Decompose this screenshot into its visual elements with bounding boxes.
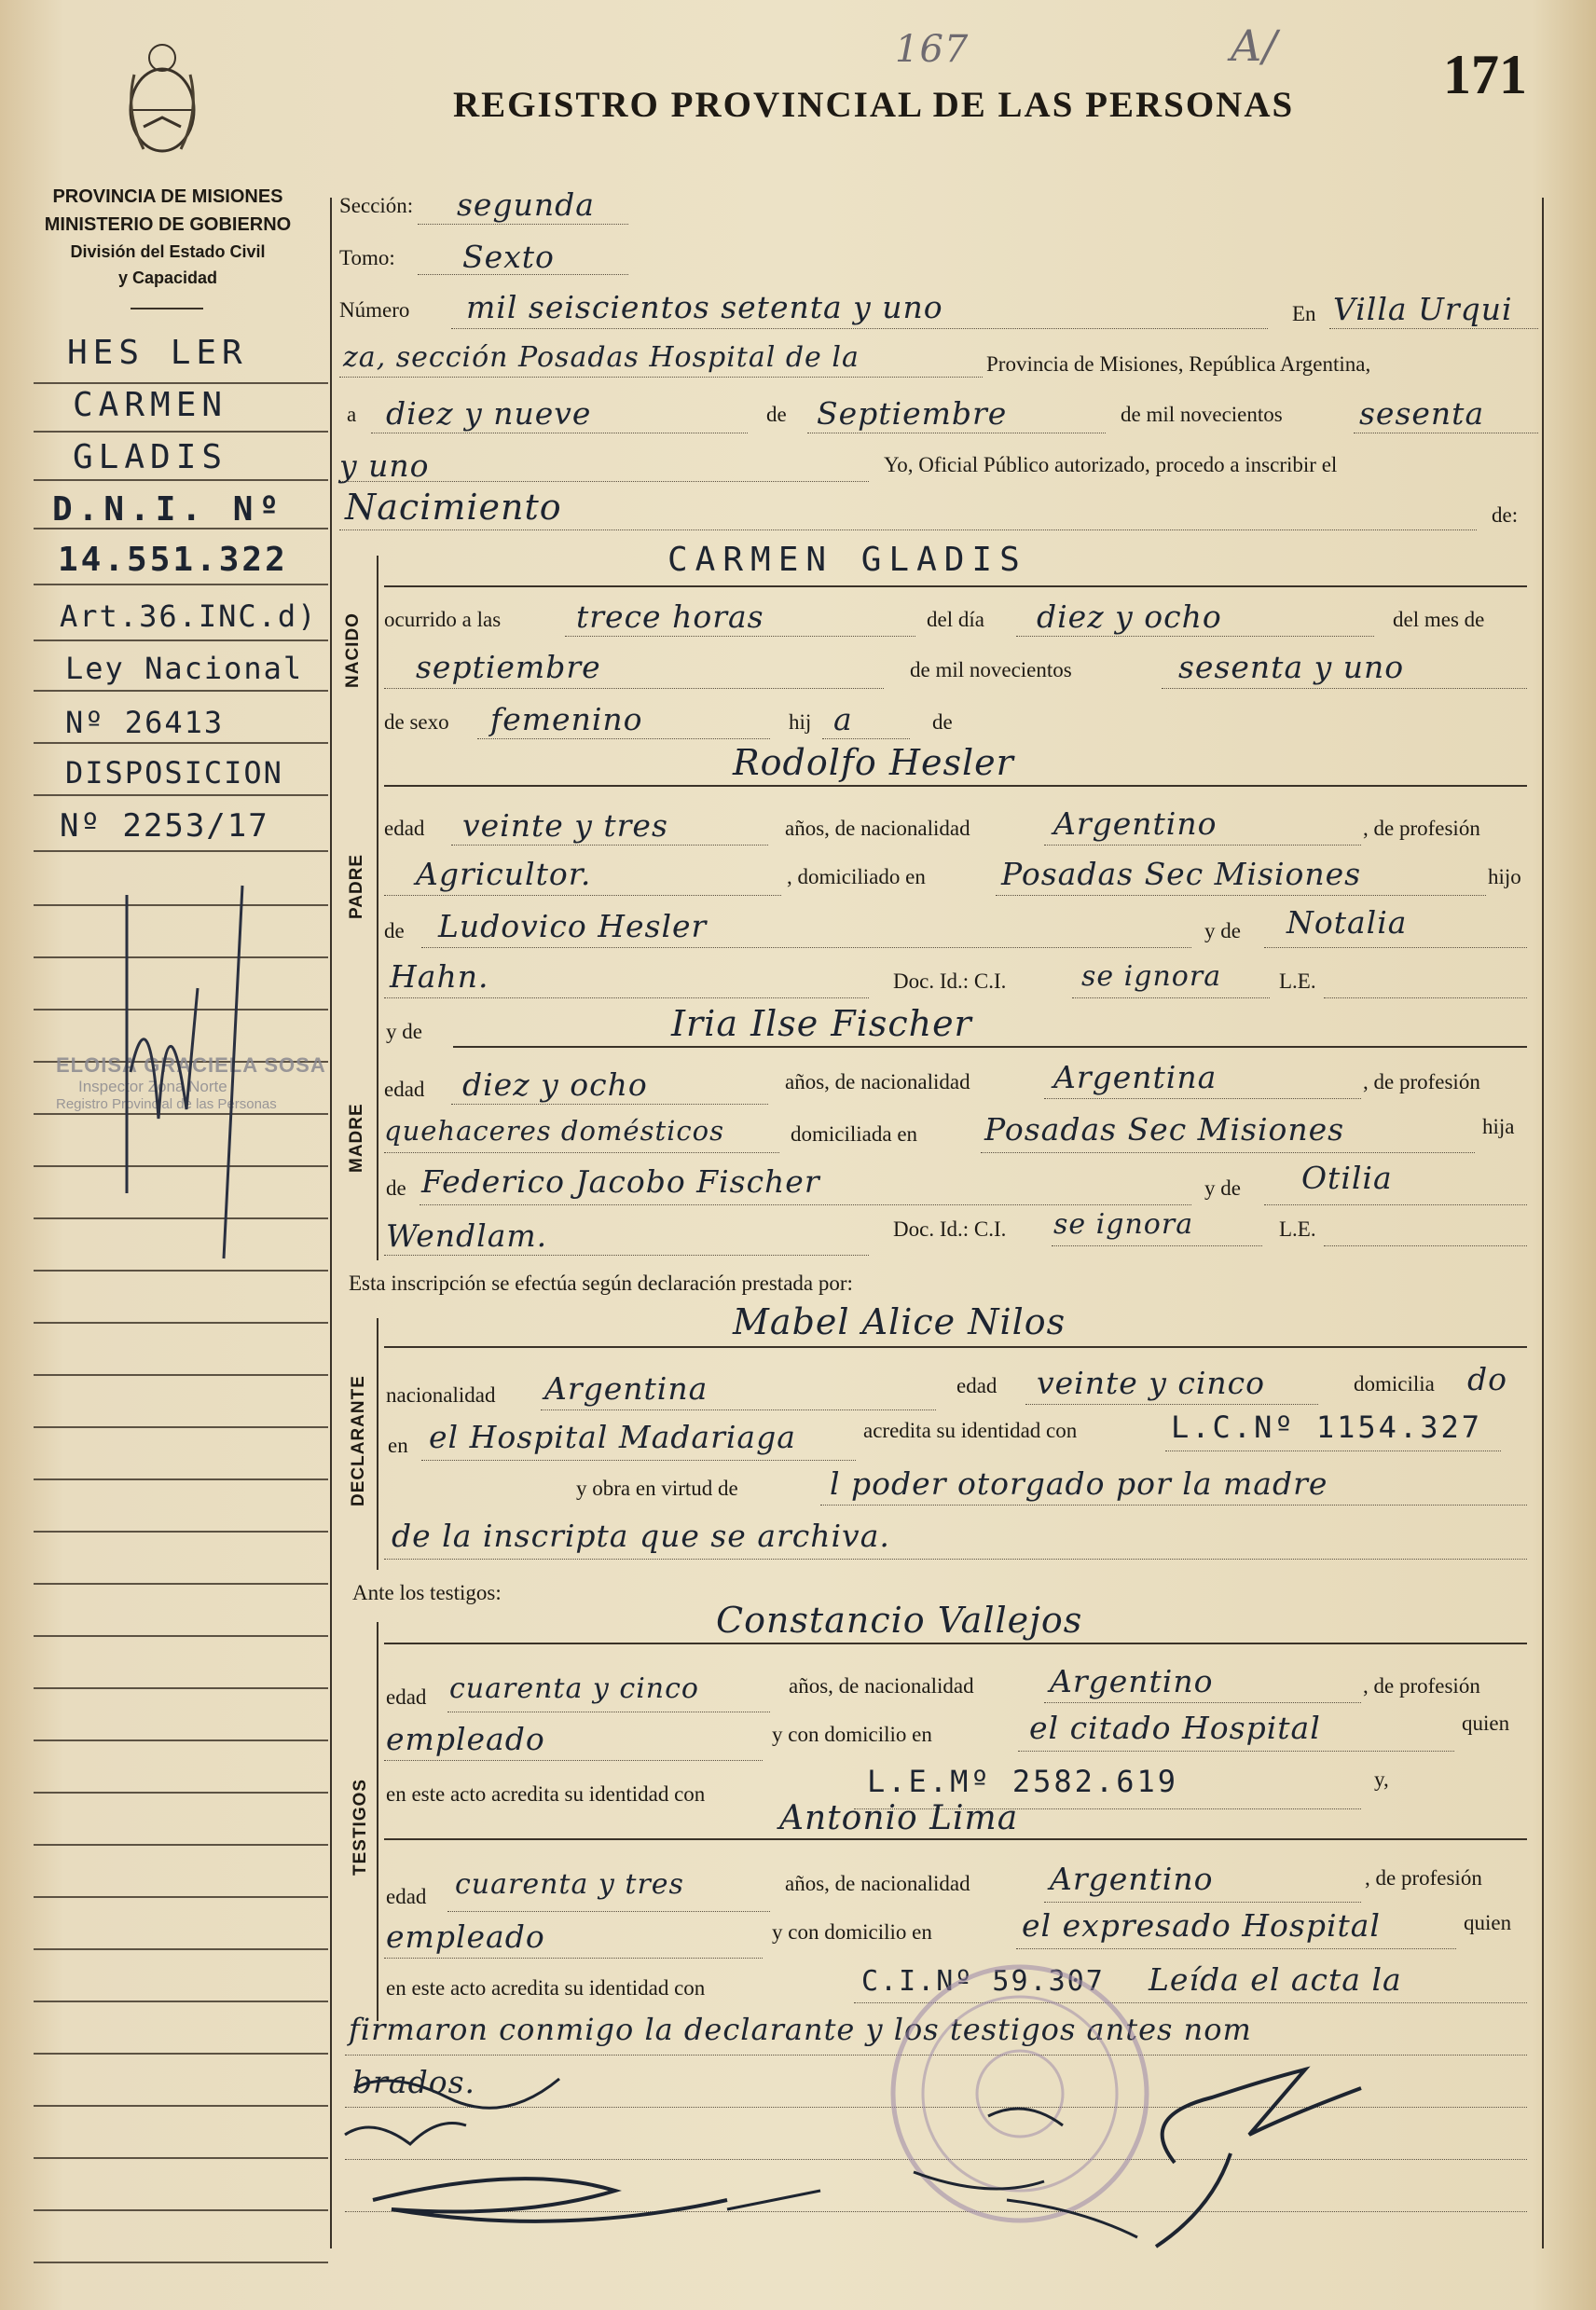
acto-value: Nacimiento bbox=[345, 487, 562, 528]
padre-profesion-label: , de profesión bbox=[1363, 817, 1480, 840]
declarante-brace bbox=[377, 1318, 378, 1570]
en-value-2: za, sección Posadas Hospital de la bbox=[343, 341, 860, 374]
madre-le-line bbox=[1324, 1245, 1527, 1246]
madre-doc-label: Doc. Id.: C.I. bbox=[893, 1217, 1007, 1241]
date-month-value: Septiembre bbox=[817, 395, 1008, 432]
sidebar-rule bbox=[34, 1792, 328, 1794]
declarante-obra-line-2 bbox=[384, 1559, 1527, 1560]
testigo-2-name: Antonio Lima bbox=[779, 1799, 1019, 1837]
padre-de-label: de bbox=[384, 919, 405, 942]
en-line bbox=[1329, 328, 1538, 329]
padre-profesion-line bbox=[384, 895, 781, 896]
padre-de-padre-line bbox=[421, 947, 1191, 948]
sidebar-rule bbox=[34, 1270, 328, 1272]
testigo-1-domicilio-value: el citado Hospital bbox=[1029, 1710, 1321, 1746]
testigo-1-doc-value: L.E.Mº 2582.619 bbox=[867, 1764, 1178, 1799]
mes-value: septiembre bbox=[416, 649, 601, 685]
madre-anios-label: años, de nacionalidad bbox=[785, 1070, 970, 1093]
testigo-2-profesion-line bbox=[384, 1958, 763, 1959]
padre-nacionalidad-line bbox=[1044, 845, 1361, 846]
declarante-nacionalidad-value: Argentina bbox=[544, 1370, 709, 1407]
declarante-domicilio-value: el Hospital Madariaga bbox=[429, 1419, 796, 1455]
ocurrido-label: ocurrido a las bbox=[384, 608, 502, 631]
sidebar-rule bbox=[34, 2262, 328, 2263]
acto-de-label: de: bbox=[1492, 503, 1519, 527]
folio-handwritten: 167 bbox=[895, 28, 970, 71]
testigo-2-acredita-label: en este acto acredita su identidad con bbox=[386, 1976, 706, 2000]
padre-de-padre-value: Ludovico Hesler bbox=[438, 908, 708, 944]
testigo-1-name: Constancio Vallejos bbox=[716, 1600, 1083, 1641]
declarante-obra-label: y obra en virtud de bbox=[576, 1477, 738, 1500]
agency-division: División del Estado Civil bbox=[70, 242, 266, 261]
closing-line-2: firmaron conmigo la declarante y los testigos antes nom bbox=[349, 2012, 1252, 2047]
testigo-1-profesion-label: , de profesión bbox=[1363, 1674, 1480, 1698]
madre-brace bbox=[377, 1009, 378, 1260]
declarante-domicilia-value: do bbox=[1467, 1361, 1507, 1397]
padre-y-de-label: y de bbox=[1204, 919, 1241, 942]
sidebar-rule bbox=[34, 1583, 328, 1585]
declarante-intro: Esta inscripción se efectúa según declaración prestada por: bbox=[349, 1272, 853, 1295]
testigo-1-quien-label: quien bbox=[1462, 1712, 1510, 1735]
main-left-border bbox=[330, 198, 332, 2248]
padre-edad-line bbox=[451, 845, 768, 846]
agency-capacity: y Capacidad bbox=[117, 268, 218, 287]
madre-name: Iria Ilse Fischer bbox=[671, 1003, 972, 1044]
sidebar-rule bbox=[34, 794, 328, 796]
padre-name: Rodolfo Hesler bbox=[733, 742, 1014, 783]
padre-hijo-label: hijo bbox=[1488, 865, 1521, 888]
padre-name-rule bbox=[384, 785, 1527, 787]
madre-section-label: MADRE bbox=[347, 1103, 366, 1173]
mes-line bbox=[384, 688, 884, 689]
coat-of-arms-icon bbox=[116, 37, 209, 168]
acto-line bbox=[339, 529, 1477, 530]
testigo-2-profesion-value: empleado bbox=[386, 1918, 545, 1955]
madre-de-label: de bbox=[386, 1176, 406, 1200]
madre-de-madre-value-2: Wendlam. bbox=[386, 1217, 548, 1254]
sidebar-rule bbox=[34, 639, 328, 641]
testigo-1-nacionalidad-value: Argentino bbox=[1050, 1663, 1214, 1699]
padre-le-label: L.E. bbox=[1279, 969, 1316, 993]
madre-name-rule bbox=[453, 1046, 1527, 1048]
padre-domicilio-value: Posadas Sec Misiones bbox=[1001, 856, 1362, 892]
madre-profesion-value: quehaceres domésticos bbox=[384, 1115, 724, 1147]
sidebar-rule bbox=[34, 2053, 328, 2055]
folio-mark: A/ bbox=[1231, 21, 1278, 71]
testigo-2-profesion-label: , de profesión bbox=[1365, 1866, 1482, 1890]
testigo-2-domicilio-label: y con domicilio en bbox=[772, 1920, 932, 1944]
declarante-name-rule bbox=[384, 1346, 1527, 1348]
testigo-1-acredita-label: en este acto acredita su identidad con bbox=[386, 1782, 706, 1806]
padre-domicilio-line bbox=[996, 895, 1486, 896]
declarante-doc-value: L.C.Nº 1154.327 bbox=[1171, 1409, 1482, 1445]
hora-value: trece horas bbox=[576, 598, 764, 635]
date-de-label: de bbox=[766, 403, 787, 426]
padre-doc-line bbox=[1072, 997, 1270, 998]
madre-de-padre-line-2 bbox=[384, 997, 869, 998]
hij-value: a bbox=[833, 701, 853, 737]
declarante-acredita-label: acredita su identidad con bbox=[863, 1419, 1078, 1442]
sidebar-rule bbox=[34, 1374, 328, 1376]
numero-line bbox=[451, 328, 1268, 329]
en-line-2 bbox=[339, 377, 983, 378]
padre-de-madre-line bbox=[420, 1204, 1191, 1205]
sexo-line bbox=[477, 738, 770, 739]
agency-underline bbox=[131, 308, 203, 309]
margin-note-given-name-2: GLADIS bbox=[73, 438, 228, 476]
main-right-border bbox=[1542, 198, 1544, 2248]
padre-section-label: PADRE bbox=[347, 853, 366, 919]
sidebar-rule bbox=[34, 2209, 328, 2211]
numero-value: mil seiscientos setenta y uno bbox=[466, 289, 943, 325]
sidebar-rule bbox=[34, 1896, 328, 1898]
testigo-2-name-rule bbox=[384, 1838, 1527, 1840]
sidebar-rule bbox=[34, 850, 328, 852]
sidebar-rule bbox=[34, 1531, 328, 1533]
testigo-2-domicilio-value: el expresado Hospital bbox=[1022, 1907, 1381, 1944]
madre-domicilio-value: Posadas Sec Misiones bbox=[984, 1111, 1345, 1148]
madre-y-de-label-2: y de bbox=[1204, 1176, 1241, 1200]
declarante-domicilio-line bbox=[421, 1460, 856, 1461]
testigo-1-profesion-line bbox=[384, 1760, 763, 1761]
seccion-line bbox=[418, 224, 628, 225]
inspector-stamp-role: Inspector Zona Norte bbox=[78, 1078, 227, 1095]
madre-de-madre-value-1: Otilia bbox=[1301, 1160, 1393, 1196]
madre-hija-label: hija bbox=[1482, 1115, 1515, 1138]
date-year-value-1: sesenta bbox=[1359, 395, 1485, 432]
provincia-text: Provincia de Misiones, República Argentina, bbox=[986, 352, 1371, 376]
testigo-1-profesion-value: empleado bbox=[386, 1721, 545, 1757]
nacido-section-label: NACIDO bbox=[343, 612, 363, 688]
anio-value: sesenta y uno bbox=[1178, 649, 1405, 685]
testigos-section-label: TESTIGOS bbox=[351, 1778, 370, 1876]
madre-y-de-label: y de bbox=[386, 1020, 422, 1043]
padre-brace bbox=[377, 763, 378, 1009]
nacido-brace bbox=[377, 556, 378, 763]
sidebar-rule bbox=[34, 690, 328, 692]
madre-edad-label: edad bbox=[384, 1078, 425, 1101]
declarante-name: Mabel Alice Nilos bbox=[733, 1301, 1066, 1342]
testigo-1-edad-label: edad bbox=[386, 1685, 427, 1709]
document-title: REGISTRO PROVINCIAL DE LAS PERSONAS bbox=[453, 85, 1295, 125]
testigo-2-edad-line bbox=[447, 1911, 770, 1912]
padre-doc-label: Doc. Id.: C.I. bbox=[893, 969, 1007, 993]
madre-le-label: L.E. bbox=[1279, 1217, 1316, 1241]
mil-novecientos-text: de mil novecientos bbox=[1121, 403, 1283, 426]
testigo-2-nacionalidad-line bbox=[1044, 1902, 1361, 1903]
nacido-de-label: de bbox=[932, 710, 953, 734]
declarante-en-label: en bbox=[388, 1434, 408, 1457]
padre-edad-label: edad bbox=[384, 817, 425, 840]
declarante-edad-label: edad bbox=[956, 1374, 998, 1397]
seccion-value: segunda bbox=[457, 186, 595, 223]
testigo-1-name-rule bbox=[384, 1643, 1527, 1644]
margin-signature bbox=[112, 876, 280, 1268]
testigos-brace bbox=[377, 1622, 378, 2021]
margin-note-law: Ley Nacional bbox=[65, 651, 304, 686]
testigos-intro: Ante los testigos: bbox=[352, 1581, 502, 1604]
madre-de-madre-line-2 bbox=[384, 1255, 869, 1256]
dia-value: diez y ocho bbox=[1037, 598, 1222, 635]
madre-nacionalidad-line bbox=[1044, 1098, 1361, 1099]
declarante-nacionalidad-line bbox=[541, 1409, 936, 1410]
sidebar-rule bbox=[34, 479, 328, 481]
date-year-value-2: y uno bbox=[339, 447, 430, 484]
madre-profesion-line bbox=[384, 1152, 779, 1153]
inspector-stamp-office: Registro Provincial de las Personas bbox=[56, 1096, 277, 1112]
declarante-nacionalidad-label: nacionalidad bbox=[386, 1383, 496, 1407]
sidebar-rule bbox=[34, 1948, 328, 1950]
sidebar-rule bbox=[34, 1635, 328, 1637]
testigo-2-edad-label: edad bbox=[386, 1885, 427, 1908]
madre-de-madre-line bbox=[1264, 1204, 1527, 1205]
tomo-value: Sexto bbox=[462, 239, 555, 275]
declarante-edad-line bbox=[1025, 1404, 1318, 1405]
padre-doc-value: se ignora bbox=[1081, 960, 1222, 993]
testigo-2-edad-value: cuarenta y tres bbox=[455, 1868, 684, 1901]
declarante-edad-value: veinte y cinco bbox=[1037, 1365, 1266, 1401]
tomo-label: Tomo: bbox=[339, 246, 395, 269]
testigo-1-nacionalidad-line bbox=[1044, 1702, 1361, 1703]
del-mes-label: del mes de bbox=[1393, 608, 1485, 631]
declarante-section-label: DECLARANTE bbox=[349, 1375, 368, 1506]
testigo-2-quien-label: quien bbox=[1464, 1911, 1512, 1934]
sidebar-rule bbox=[34, 1322, 328, 1324]
padre-nacionalidad-value: Argentino bbox=[1053, 805, 1218, 842]
madre-nacionalidad-value: Argentina bbox=[1053, 1059, 1218, 1095]
testigo-2-domicilio-line bbox=[1016, 1948, 1456, 1949]
closing-line-3: brados. bbox=[352, 2064, 475, 2100]
signatures bbox=[336, 2060, 1529, 2265]
hij-label: hij bbox=[789, 710, 812, 734]
padre-profesion-value: Agricultor. bbox=[416, 856, 592, 892]
en-value-1: Villa Urqui bbox=[1333, 291, 1513, 327]
testigo-2-nacionalidad-value: Argentino bbox=[1050, 1861, 1214, 1897]
margin-note-dni-number: 14.551.322 bbox=[58, 541, 288, 579]
page-number: 171 bbox=[1443, 44, 1527, 105]
en-label: En bbox=[1292, 302, 1316, 325]
sidebar-rule bbox=[34, 2001, 328, 2002]
date-day-value: diez y nueve bbox=[386, 395, 592, 432]
agency-ministry: MINISTERIO DE GOBIERNO bbox=[44, 214, 292, 235]
sidebar-rule bbox=[34, 1687, 328, 1689]
margin-note-disposition: DISPOSICION bbox=[65, 755, 283, 791]
agency-province: PROVINCIA DE MISIONES bbox=[52, 186, 283, 207]
declarante-obra-value-2: de la inscripta que se archiva. bbox=[392, 1518, 890, 1554]
testigo-1-y-label: y, bbox=[1374, 1767, 1389, 1791]
numero-label: Número bbox=[339, 298, 410, 322]
sidebar-rule bbox=[34, 431, 328, 433]
declarante-domicilia-label: domicilia bbox=[1354, 1372, 1435, 1396]
declarante-obra-value-1: l poder otorgado por la madre bbox=[830, 1465, 1328, 1502]
madre-doc-value: se ignora bbox=[1053, 1208, 1194, 1241]
testigo-2-doc-value: C.I.Nº 59.307 bbox=[861, 1965, 1105, 1998]
date-a-label: a bbox=[347, 403, 357, 426]
oficial-text: Yo, Oficial Público autorizado, procedo a inscribir el bbox=[884, 453, 1338, 476]
nacido-name-rule bbox=[384, 585, 1527, 587]
dia-line bbox=[1016, 636, 1374, 637]
sidebar-rule bbox=[34, 1478, 328, 1480]
margin-note-dni-label: D.N.I. Nº bbox=[52, 490, 285, 529]
del-dia-label: del día bbox=[927, 608, 984, 631]
sidebar-rule bbox=[34, 742, 328, 744]
margin-note-given-name-1: CARMEN bbox=[73, 386, 228, 424]
sidebar-rule bbox=[34, 1426, 328, 1428]
padre-le-line bbox=[1324, 997, 1527, 998]
hij-line bbox=[822, 738, 910, 739]
seccion-label: Sección: bbox=[339, 194, 414, 217]
madre-domiciliada-label: domiciliada en bbox=[791, 1122, 918, 1146]
hora-line bbox=[565, 636, 915, 637]
madre-de-padre-value-2: Hahn. bbox=[390, 958, 489, 995]
inspector-stamp-name: ELOISA GRACIELA SOSA bbox=[56, 1053, 326, 1077]
declarante-obra-line bbox=[820, 1505, 1527, 1506]
sidebar-rule bbox=[34, 2105, 328, 2107]
madre-doc-line bbox=[1052, 1245, 1262, 1246]
margin-note-article: Art.36.INC.d) bbox=[60, 598, 318, 634]
madre-de-padre-value-1: Notalia bbox=[1286, 904, 1408, 941]
sexo-value: femenino bbox=[490, 701, 643, 737]
padre-anios-label: años, de nacionalidad bbox=[785, 817, 970, 840]
madre-edad-value: diez y ocho bbox=[462, 1066, 648, 1103]
margin-note-surname: HES LER bbox=[67, 334, 248, 372]
sidebar-rule bbox=[34, 1844, 328, 1846]
agency-block bbox=[19, 183, 317, 291]
margin-note-law-number: Nº 26413 bbox=[65, 705, 225, 740]
madre-de-padre-line bbox=[1264, 947, 1527, 948]
sidebar-rule bbox=[34, 382, 328, 384]
anio-line bbox=[1162, 688, 1527, 689]
testigo-1-domicilio-label: y con domicilio en bbox=[772, 1723, 932, 1746]
sexo-label: de sexo bbox=[384, 710, 449, 734]
padre-domiciliado-label: , domiciliado en bbox=[787, 865, 926, 888]
padre-de-madre-value: Federico Jacobo Fischer bbox=[421, 1163, 820, 1200]
testigo-2-anios-label: años, de nacionalidad bbox=[785, 1872, 970, 1895]
madre-domicilio-line bbox=[981, 1152, 1475, 1153]
nacido-name: CARMEN GLADIS bbox=[667, 541, 1027, 579]
madre-profesion-label: , de profesión bbox=[1363, 1070, 1480, 1093]
sidebar-rule bbox=[34, 2157, 328, 2159]
sidebar-rule bbox=[34, 584, 328, 585]
testigo-1-domicilio-line bbox=[1018, 1751, 1454, 1752]
madre-edad-line bbox=[451, 1104, 768, 1105]
padre-edad-value: veinte y tres bbox=[462, 807, 668, 844]
sidebar-rule bbox=[34, 1739, 328, 1741]
testigo-1-anios-label: años, de nacionalidad bbox=[789, 1674, 974, 1698]
closing-line-1: Leída el acta la bbox=[1149, 1961, 1402, 1998]
testigo-1-edad-value: cuarenta y cinco bbox=[449, 1672, 699, 1705]
margin-note-disposition-number: Nº 2253/17 bbox=[60, 807, 269, 845]
mil-novecientos-label: de mil novecientos bbox=[910, 658, 1072, 681]
